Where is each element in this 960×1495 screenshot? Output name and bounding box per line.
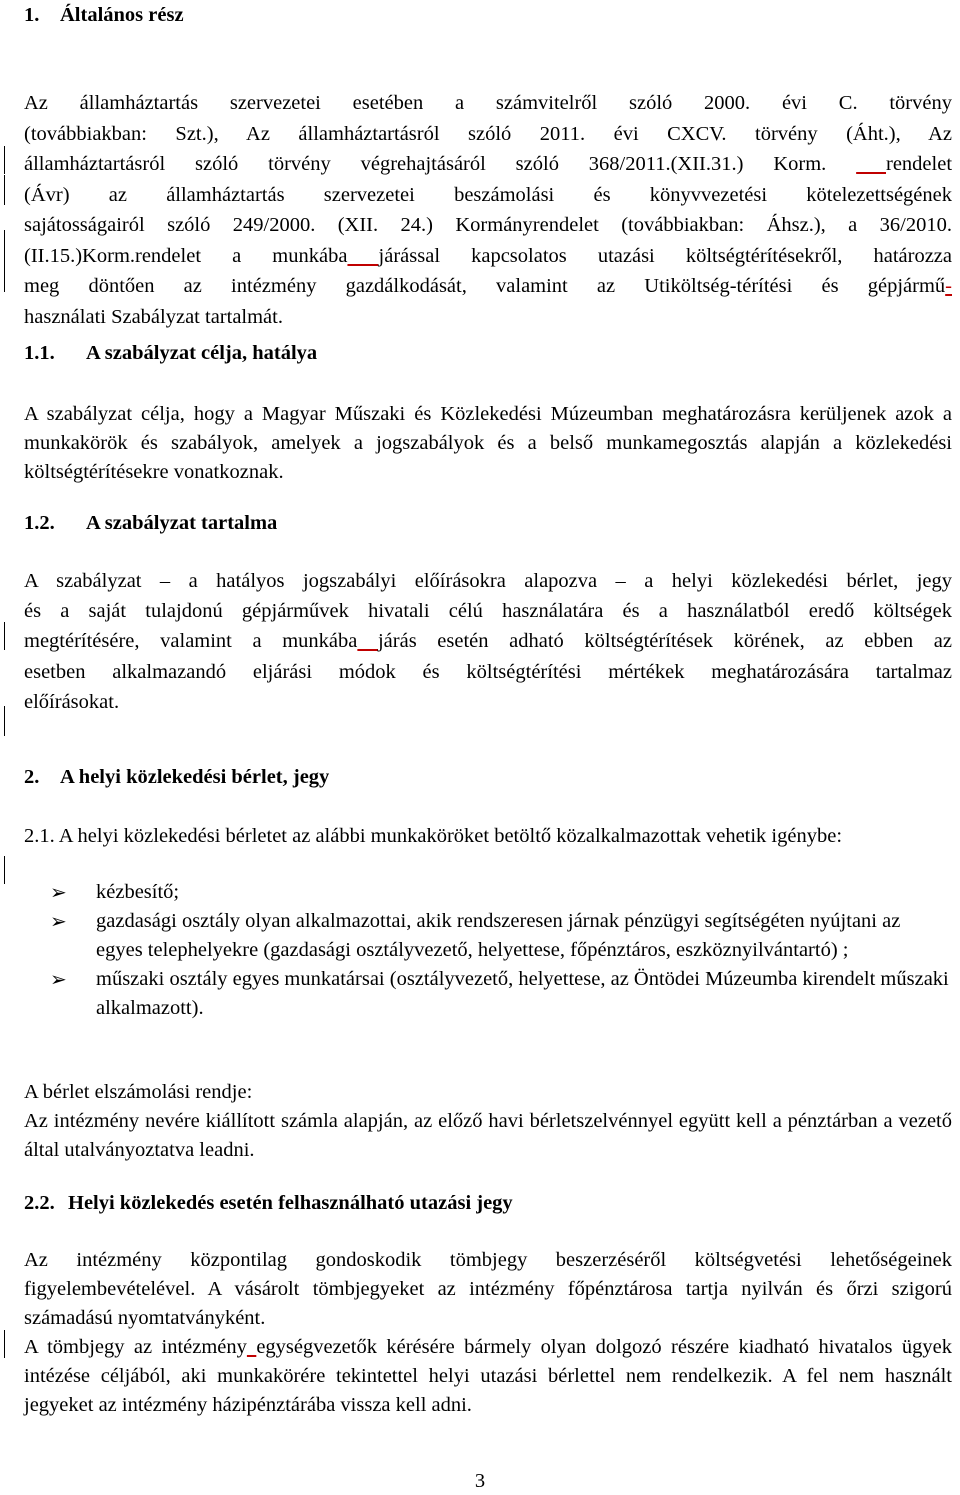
settlement-text: Az intézmény nevére kiállított számla alapján, az előző havi bérletszelvénnyel együtt kell a pénztárban a vezető által utalványoztatva leadni. — [24, 1110, 952, 1161]
para-line: és a saját tulajdonú gépjárművek hivatali célú használatára és a használatból eredő költségek — [24, 600, 952, 623]
revision-bar — [4, 856, 5, 884]
para-line: államháztartásról szóló törvény végrehajtásáról szóló 368/2011.(XII.31.) Korm. rendelet — [24, 153, 952, 175]
heading-title: A helyi közlekedési bérlet, jegy — [60, 766, 330, 788]
para-line: Az államháztartás szervezetei esetében a számvitelről szóló 2000. évi C. törvény — [24, 92, 952, 114]
section-1-2-heading — [24, 512, 952, 535]
section-2-2-paragraph-2: A tömbjegy az intézmény egységvezetők kérésére bármely olyan dolgozó részére kiadható hivatalos ügyek intézése céljából, aki munkakörére tekintettel helyi utazási bérlettel nem rendelkezik. A fel nem használt jegyeket az intézmény házipénztárába vissza kell adni. — [24, 1336, 952, 1416]
section-2-heading — [24, 766, 952, 789]
revision-bar — [4, 230, 5, 292]
arrowhead-bullet-icon: ➢ — [50, 967, 67, 991]
para-line: (Ávr) az államháztartás szervezetei beszámolási és könyvvezetési kötelezettségének — [24, 183, 952, 206]
list-item: ➢ kézbesítő; — [50, 878, 950, 907]
heading-number: 2.2. — [24, 1192, 55, 1214]
section-1-2-paragraph — [24, 566, 952, 717]
arrowhead-bullet-icon: ➢ — [50, 880, 67, 904]
revision-bar — [4, 1330, 5, 1358]
para-line: esetben alkalmazandó eljárási módok és költségtérítési mértékek meghatározására tartalmaz — [24, 660, 952, 683]
section-1-1-heading — [24, 342, 952, 365]
revision-bar — [4, 175, 5, 205]
revision-bar — [4, 146, 5, 174]
eligible-roles-list — [50, 878, 950, 1023]
para-line: (II.15.)Korm.rendelet a munkába járással kapcsolatos utazási költségtérítésekről, határozza — [24, 244, 952, 267]
para-line: sajátosságairól szóló 249/2000. (XII. 24.) Kormányrendelet (továbbiakban: Áhsz.), a 36/2010. — [24, 214, 952, 236]
para-line: használati Szabályzat tartalmát. — [24, 305, 283, 328]
para-line: meg döntően az intézmény gazdálkodását, valamint az Utiköltség-térítési és gépjármű- — [24, 275, 952, 297]
heading-number: 2. — [24, 766, 40, 788]
heading-title: A szabályzat célja, hatálya — [86, 342, 318, 364]
revision-bar — [4, 622, 5, 650]
list-item: ➢ gazdasági osztály olyan alkalmazottai, akik rendszeresen járnak pénzügyi segítségéten nyújtani az egyes telephelyekre (gazdasági osztályvezető, helyettese, főpénztáros, eszköznyilvántartó) ; — [50, 909, 901, 961]
list-item: ➢ műszaki osztály egyes munkatársai (osztályvezető, helyettese, az Öntödei Múzeumba kirendelt műszaki alkalmazott). — [50, 967, 949, 1019]
section-2-2-heading — [24, 1192, 952, 1215]
heading-number: 1. — [24, 4, 40, 26]
heading-title: Általános rész — [60, 4, 184, 26]
section-1-1-paragraph: A szabályzat célja, hogy a Magyar Műszaki és Közlekedési Múzeumban meghatározásra kerüljenek azok a munkakörök és szabályok, amelyek a jogszabályok és a belső munkamegosztás alapján a közlekedési költségtérítésekre vonatkoznak. — [24, 403, 952, 483]
para-line: előírásokat. — [24, 690, 120, 713]
page-number: 3 — [474, 1470, 486, 1492]
section-2-2-paragraph-1: Az intézmény központilag gondoskodik tömbjegy beszerzéséről költségvetési lehetőségeinek figyelembevételével. A vásárolt tömbjegyeket az intézmény főpénztárosa tartja nyilván és őrzi szigorú számadású nyomtatványként. — [24, 1249, 952, 1329]
heading-number: 1.2. — [24, 512, 55, 534]
para-line: megtérítésére, valamint a munkába járás esetén adható költségtérítések körének, az ebben az — [24, 630, 952, 653]
heading-title: A szabályzat tartalma — [86, 512, 278, 534]
heading-number: 1.1. — [24, 342, 55, 364]
heading-title: Helyi közlekedés esetén felhasználható utazási jegy — [68, 1192, 513, 1214]
section-1-heading — [24, 4, 952, 27]
section-2-1-intro: 2.1. A helyi közlekedési bérletet az alábbi munkaköröket betöltő közalkalmazottak vehetik igénybe: — [24, 825, 843, 847]
section-1-paragraph — [24, 88, 952, 332]
para-line: (továbbiakban: Szt.), Az államháztartásról szóló 2011. évi CXCV. törvény (Áht.), Az — [24, 122, 952, 145]
para-line: A szabályzat – a hatályos jogszabályi előírásokra alapozva – a helyi közlekedési bérlet, jegy — [24, 570, 952, 592]
revision-bar — [4, 706, 5, 736]
settlement-title: A bérlet elszámolási rendje: — [24, 1081, 253, 1103]
arrowhead-bullet-icon: ➢ — [50, 909, 67, 933]
